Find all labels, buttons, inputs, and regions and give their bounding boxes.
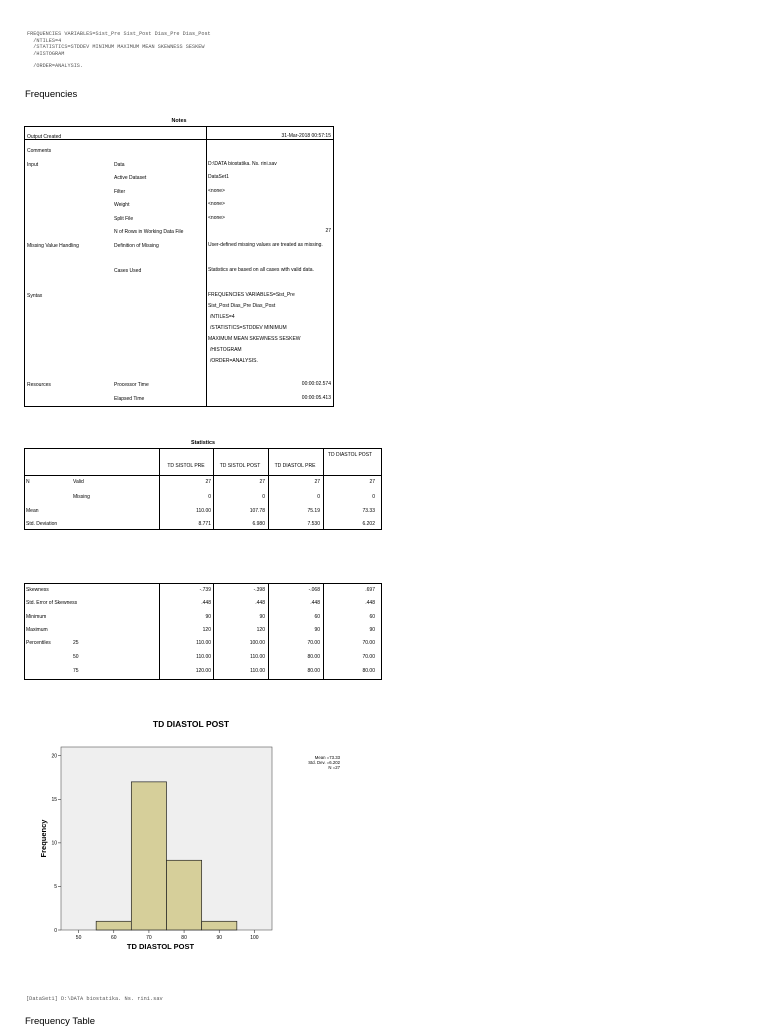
y-tick-label: 15 xyxy=(51,797,57,804)
x-tick-label: 50 xyxy=(75,935,82,941)
statistics-cell: 120.00 xyxy=(195,668,211,674)
notes-row-sublabel: Weight xyxy=(114,202,130,208)
histogram-bar xyxy=(202,921,237,930)
statistics-column-header: TD DIASTOL POST xyxy=(327,452,373,458)
notes-syntax-line: /NTILES=4 xyxy=(210,314,235,320)
table-rule xyxy=(381,583,382,680)
statistics-cell: 27 xyxy=(259,479,265,485)
statistics-cell: 110.00 xyxy=(250,668,265,674)
dataset-line: [DataSet1] D:\DATA biostatika. Ns. rini.sav xyxy=(26,996,163,1002)
table-rule xyxy=(24,679,382,680)
statistics-cell: 0 xyxy=(317,494,320,500)
statistics-cell: 73.33 xyxy=(362,508,375,514)
legend-entry: N =27 xyxy=(328,765,340,770)
statistics-row-sublabel: 75 xyxy=(73,668,79,674)
notes-row-value: 00:00:02.574 xyxy=(301,381,331,387)
syntax-line: /HISTOGRAM xyxy=(27,50,65,57)
x-tick-label: 60 xyxy=(110,935,117,941)
notes-row-sublabel: Filter xyxy=(114,189,126,195)
notes-row xyxy=(25,144,333,158)
notes-row-sublabel: Elapsed Time xyxy=(114,396,145,402)
y-tick-label: 10 xyxy=(51,840,57,847)
notes-row xyxy=(25,185,333,199)
statistics-cell: 100.00 xyxy=(249,640,265,646)
notes-row-sublabel: Data xyxy=(114,162,125,168)
statistics-cell: 80.00 xyxy=(307,654,320,660)
table-rule xyxy=(24,448,25,530)
statistics-cell: .697 xyxy=(365,587,375,593)
statistics-cell: 60 xyxy=(314,614,320,620)
legend-entry: Mean =73.33 xyxy=(314,755,340,760)
notes-table xyxy=(24,126,334,407)
notes-row-value: DataSet1 xyxy=(208,174,229,180)
statistics-cell: 75.19 xyxy=(307,508,320,514)
statistics-cell: .448 xyxy=(201,600,211,606)
syntax-line: /NTILES=4 xyxy=(27,37,62,44)
statistics-cell: 60 xyxy=(369,614,375,620)
statistics-table-bottom xyxy=(24,583,382,680)
x-tick-label: 80 xyxy=(181,935,187,941)
x-tick-label: 100 xyxy=(250,935,259,941)
notes-row-sublabel: Active Dataset xyxy=(114,175,147,181)
syntax-block xyxy=(27,31,211,70)
statistics-row-label: Std. Error of Skewness xyxy=(26,600,78,606)
frequency-table-heading: Frequency Table xyxy=(25,1016,96,1027)
notes-row xyxy=(25,225,333,239)
statistics-row-label: Percentiles xyxy=(26,640,51,646)
statistics-cell: -.739 xyxy=(199,587,211,593)
statistics-table-top xyxy=(24,448,382,530)
notes-row-value: <none> xyxy=(208,201,225,207)
syntax-line: /STATISTICS=STDDEV MINIMUM MAXIMUM MEAN SKEWNESS SESKEW xyxy=(27,44,205,51)
chart-title: TD DIASTOL POST xyxy=(152,719,230,729)
syntax-line: FREQUENCIES VARIABLES=Sist_Pre Sist_Post Dias_Pre Dias_Post xyxy=(27,31,211,37)
statistics-cell: 90 xyxy=(259,614,265,620)
header-rule xyxy=(24,475,382,476)
x-tick-label: 90 xyxy=(216,935,223,941)
statistics-cell: 70.00 xyxy=(362,640,375,646)
notes-row-value: Statistics are based on all cases with valid data. xyxy=(208,267,314,273)
notes-syntax-value xyxy=(208,290,331,367)
statistics-cell: 110.00 xyxy=(196,654,211,660)
statistics-column-header: TD SISTOL PRE xyxy=(167,463,205,469)
notes-row-label: Input xyxy=(27,162,39,168)
statistics-row-label: Std. Deviation xyxy=(26,521,58,527)
notes-row xyxy=(25,198,333,212)
notes-row-label: Comments xyxy=(27,148,52,154)
notes-row xyxy=(25,130,333,144)
statistics-cell: 70.00 xyxy=(362,654,375,660)
notes-row-value: 27 xyxy=(325,228,331,234)
notes-row xyxy=(25,171,333,185)
notes-row-value: 00:00:05.413 xyxy=(301,395,331,401)
statistics-row-sublabel: 50 xyxy=(73,654,79,660)
statistics-cell: -.068 xyxy=(308,587,320,593)
statistics-row-label: Minimum xyxy=(26,614,47,620)
notes-row-sublabel: N of Rows in Working Data File xyxy=(114,229,184,235)
notes-syntax-line: Sist_Post Dias_Pre Dias_Post xyxy=(208,303,276,309)
notes-row-sublabel: Definition of Missing xyxy=(114,243,159,249)
statistics-cell: .448 xyxy=(255,600,265,606)
statistics-cell: 90 xyxy=(369,627,375,633)
statistics-cell: 0 xyxy=(262,494,265,500)
statistics-cell: .448 xyxy=(365,600,375,606)
statistics-row-sublabel: Valid xyxy=(73,479,84,485)
notes-row-label: Missing Value Handling xyxy=(27,243,79,249)
histogram-bar xyxy=(131,782,166,930)
statistics-row-label: Maximum xyxy=(26,627,48,633)
statistics-cell: -.398 xyxy=(253,587,265,593)
statistics-cell: 27 xyxy=(314,479,320,485)
table-rule xyxy=(24,529,382,530)
notes-row-label: Output Created xyxy=(27,134,62,140)
statistics-cell: 27 xyxy=(205,479,211,485)
notes-row xyxy=(25,239,333,253)
notes-row-sublabel: Processor Time xyxy=(114,382,149,388)
histogram-bar xyxy=(96,921,131,930)
table-rule xyxy=(381,448,382,530)
chart-legend xyxy=(284,755,340,770)
statistics-cell: 7.530 xyxy=(307,521,320,527)
statistics-row-label: N xyxy=(26,479,30,485)
statistics-cell: 107.78 xyxy=(249,508,265,514)
x-axis-label: TD DIASTOL POST xyxy=(126,942,195,951)
y-tick-label: 0 xyxy=(54,927,57,934)
notes-row-label: Resources xyxy=(27,382,51,388)
notes-row-value: User-defined missing values are treated as missing. xyxy=(208,242,323,248)
statistics-cell: 110.00 xyxy=(196,508,211,514)
statistics-cell: 6.202 xyxy=(362,521,375,527)
statistics-cell: 90 xyxy=(205,614,211,620)
notes-row-value: 31-Mar-2018 00:57:15 xyxy=(281,133,331,139)
statistics-column-header: TD DIASTOL PRE xyxy=(274,463,316,469)
statistics-row-sublabel: Missing xyxy=(73,494,90,500)
histogram-bar xyxy=(167,860,202,930)
y-tick-label: 5 xyxy=(54,884,57,891)
notes-row-value: <none> xyxy=(208,215,225,221)
statistics-cell: 80.00 xyxy=(362,668,375,674)
notes-table-title: Notes xyxy=(171,118,187,124)
statistics-cell: 6.980 xyxy=(252,521,265,527)
statistics-cell: 120 xyxy=(256,627,265,633)
notes-row-sublabel: Split File xyxy=(114,216,134,222)
statistics-cell: 90 xyxy=(314,627,320,633)
notes-row xyxy=(25,264,333,278)
statistics-cell: 70.00 xyxy=(307,640,320,646)
statistics-cell: 8.771 xyxy=(198,521,211,527)
notes-row-value: <none> xyxy=(208,188,225,194)
notes-row xyxy=(25,289,333,364)
table-rule xyxy=(24,583,382,584)
statistics-cell: 110.00 xyxy=(250,654,265,660)
statistics-cell: 0 xyxy=(208,494,211,500)
legend-entry: Std. Dev. =6.202 xyxy=(308,760,340,765)
notes-row-value: D:\DATA biostatika. Ns. rini.sav xyxy=(208,161,277,167)
notes-row-sublabel: Cases Used xyxy=(114,268,142,274)
notes-syntax-line: MAXIMUM MEAN SKEWNESS SESKEW xyxy=(208,336,301,342)
notes-syntax-line: /ORDER=ANALYSIS. xyxy=(210,358,258,364)
y-tick-label: 20 xyxy=(51,753,57,760)
syntax-line: /ORDER=ANALYSIS. xyxy=(27,63,84,70)
notes-row xyxy=(25,158,333,172)
statistics-row-sublabel: 25 xyxy=(73,640,79,646)
notes-syntax-line: /HISTOGRAM xyxy=(210,347,242,353)
statistics-cell: 80.00 xyxy=(307,668,320,674)
table-rule xyxy=(24,448,382,449)
statistics-cell: 0 xyxy=(372,494,375,500)
statistics-cell: 110.00 xyxy=(196,640,211,646)
x-tick-label: 70 xyxy=(146,935,152,941)
notes-row xyxy=(25,392,333,406)
statistics-cell: .448 xyxy=(310,600,320,606)
statistics-cell: 27 xyxy=(369,479,375,485)
y-axis-label: Frequency xyxy=(39,819,48,858)
statistics-column-header: TD SISTOL POST xyxy=(219,463,261,469)
statistics-row-label: Mean xyxy=(26,508,39,514)
statistics-cell: 120 xyxy=(202,627,211,633)
statistics-row-label: Skewness xyxy=(26,587,49,593)
notes-syntax-line: /STATISTICS=STDDEV MINIMUM xyxy=(210,325,287,331)
notes-row xyxy=(25,378,333,392)
statistics-table-title: Statistics xyxy=(191,440,215,446)
notes-row-label: Syntax xyxy=(27,293,43,299)
table-rule xyxy=(24,583,25,680)
frequencies-heading: Frequencies xyxy=(25,89,78,100)
notes-row xyxy=(25,212,333,226)
notes-syntax-line: FREQUENCIES VARIABLES=Sist_Pre xyxy=(208,292,295,298)
